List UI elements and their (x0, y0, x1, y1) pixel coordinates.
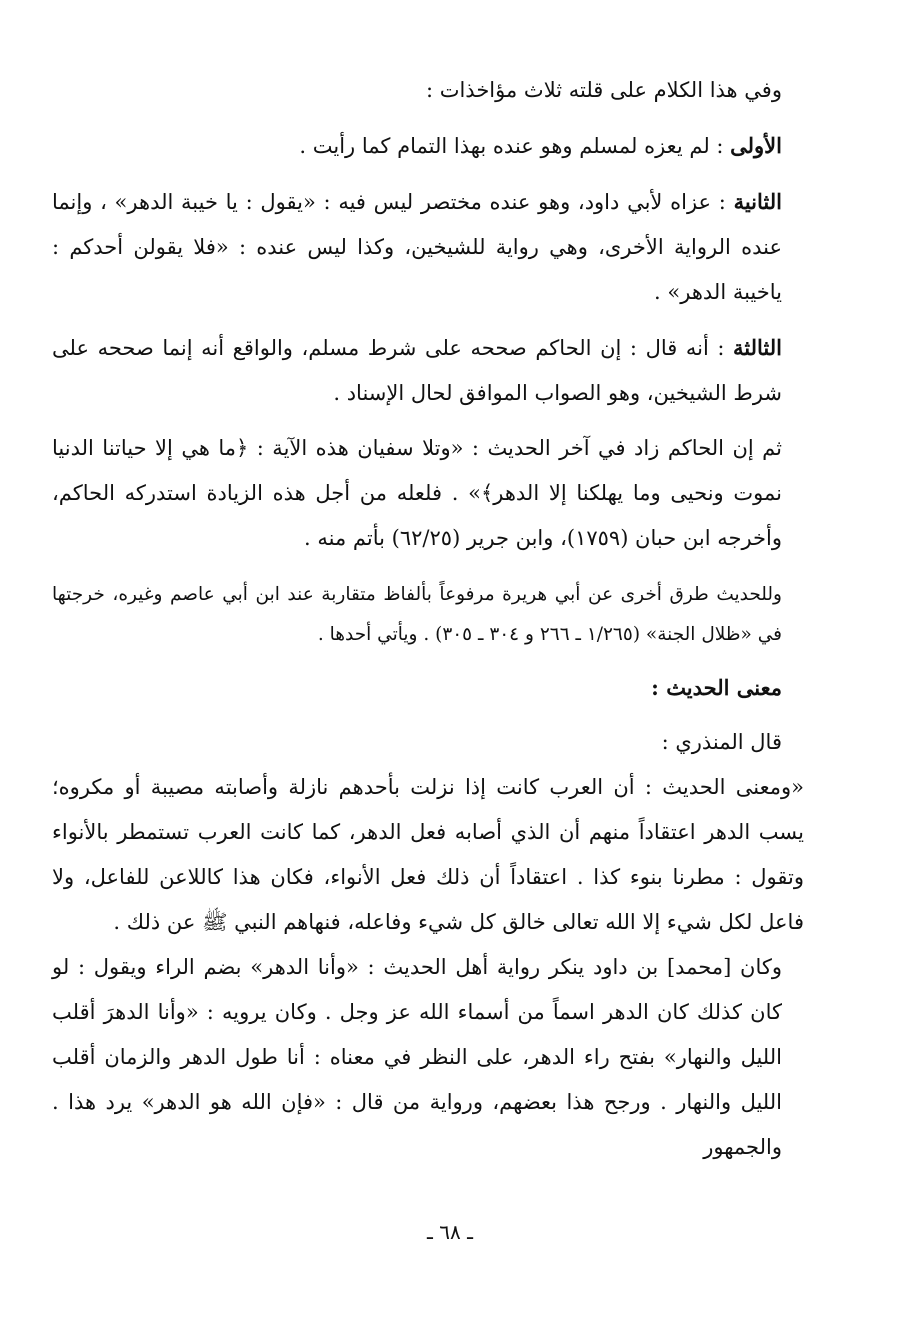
point-text: : لم يعزه لمسلم وهو عنده بهذا التمام كما رأيت . (299, 134, 731, 158)
intro-line: وفي هذا الكلام على قلته ثلاث مؤاخذات : (425, 78, 782, 102)
hakim-paragraph: ثم إن الحاكم زاد في آخر الحديث : «وتلا سفيان هذه الآية : ﴿ما هي إلا حياتنا الدنيا نموت ونحيى وما يهلكنا إلا الدهر﴾» . فلعله من أجل هذه الزيادة استدركه الحاكم، وأخرجه ابن حبان (١٧٥٩)، وابن جرير (٦٢/٢٥) بأتم منه . (52, 436, 782, 550)
point-first (52, 123, 804, 169)
point-label: الثانية (733, 189, 782, 214)
point-third (52, 325, 804, 416)
point-label: الثالثة (733, 335, 782, 360)
mundhiri-quote: «ومعنى الحديث : أن العرب كانت إذا نزلت بأحدهم نازلة وأصابته مصيبة أو مكروه؛ يسب الدهر اعتقاداً منهم أن الذي أصابه فعل الدهر، كما كانت العرب تستمطر بالأنواء وتقول : مطرنا بنوء كذا . اعتقاداً أن ذلك فعل الأنواء، فكان هذا كاللاعن للفاعل، ولا فاعل لكل شيء إلا الله تعالى خالق كل شيء وفاعله، فنهاهم النبي ﷺ عن ذلك . (52, 775, 804, 934)
mundhiri-intro: قال المنذري : (661, 730, 782, 754)
page-body (52, 68, 804, 1170)
point-text: : أنه قال : إن الحاكم صححه على شرط مسلم، والواقع أنه إنما صححه على شرط الشيخين، وهو الصواب الموافق لحال الإسناد . (52, 336, 782, 405)
page-number: ـ ٦٨ ـ (427, 1220, 473, 1244)
dawud-paragraph: وكان [محمد] بن داود ينكر رواية أهل الحديث : «وأنا الدهر» بضم الراء ويقول : لو كان كذلك كان الدهر اسماً من أسماء الله عز وجل . وكان يرويه : «وأنا الدهرَ أقلب الليل والنهار» بفتح راء الدهر، على النظر في معناه : أنا طول الدهر والزمان أقلب الليل والنهار . ورجح هذا بعضهم، ورواية من قال : «فإن الله هو الدهر» يرد هذا . والجمهور (52, 955, 782, 1159)
point-text: : عزاه لأبي داود، وهو عنده مختصر ليس فيه : «يقول : يا خيبة الدهر» ، وإنما عنده الرواية الأخرى، وهي رواية للشيخين، وكذا ليس عنده : «فلا يقولن أحدكم : ياخيبة الدهر» . (52, 190, 782, 304)
point-second (52, 179, 804, 315)
section-heading: معنى الحديث : (651, 675, 782, 700)
point-label: الأولى (730, 133, 782, 158)
routes-note: وللحديث طرق أخرى عن أبي هريرة مرفوعاً بألفاظ متقاربة عند ابن أبي عاصم وغيره، خرجتها في «ظلال الجنة» (١/٢٦٥ ـ ٢٦٦ و ٣٠٤ ـ ٣٠٥) . ويأتي أحدها . (52, 584, 782, 645)
